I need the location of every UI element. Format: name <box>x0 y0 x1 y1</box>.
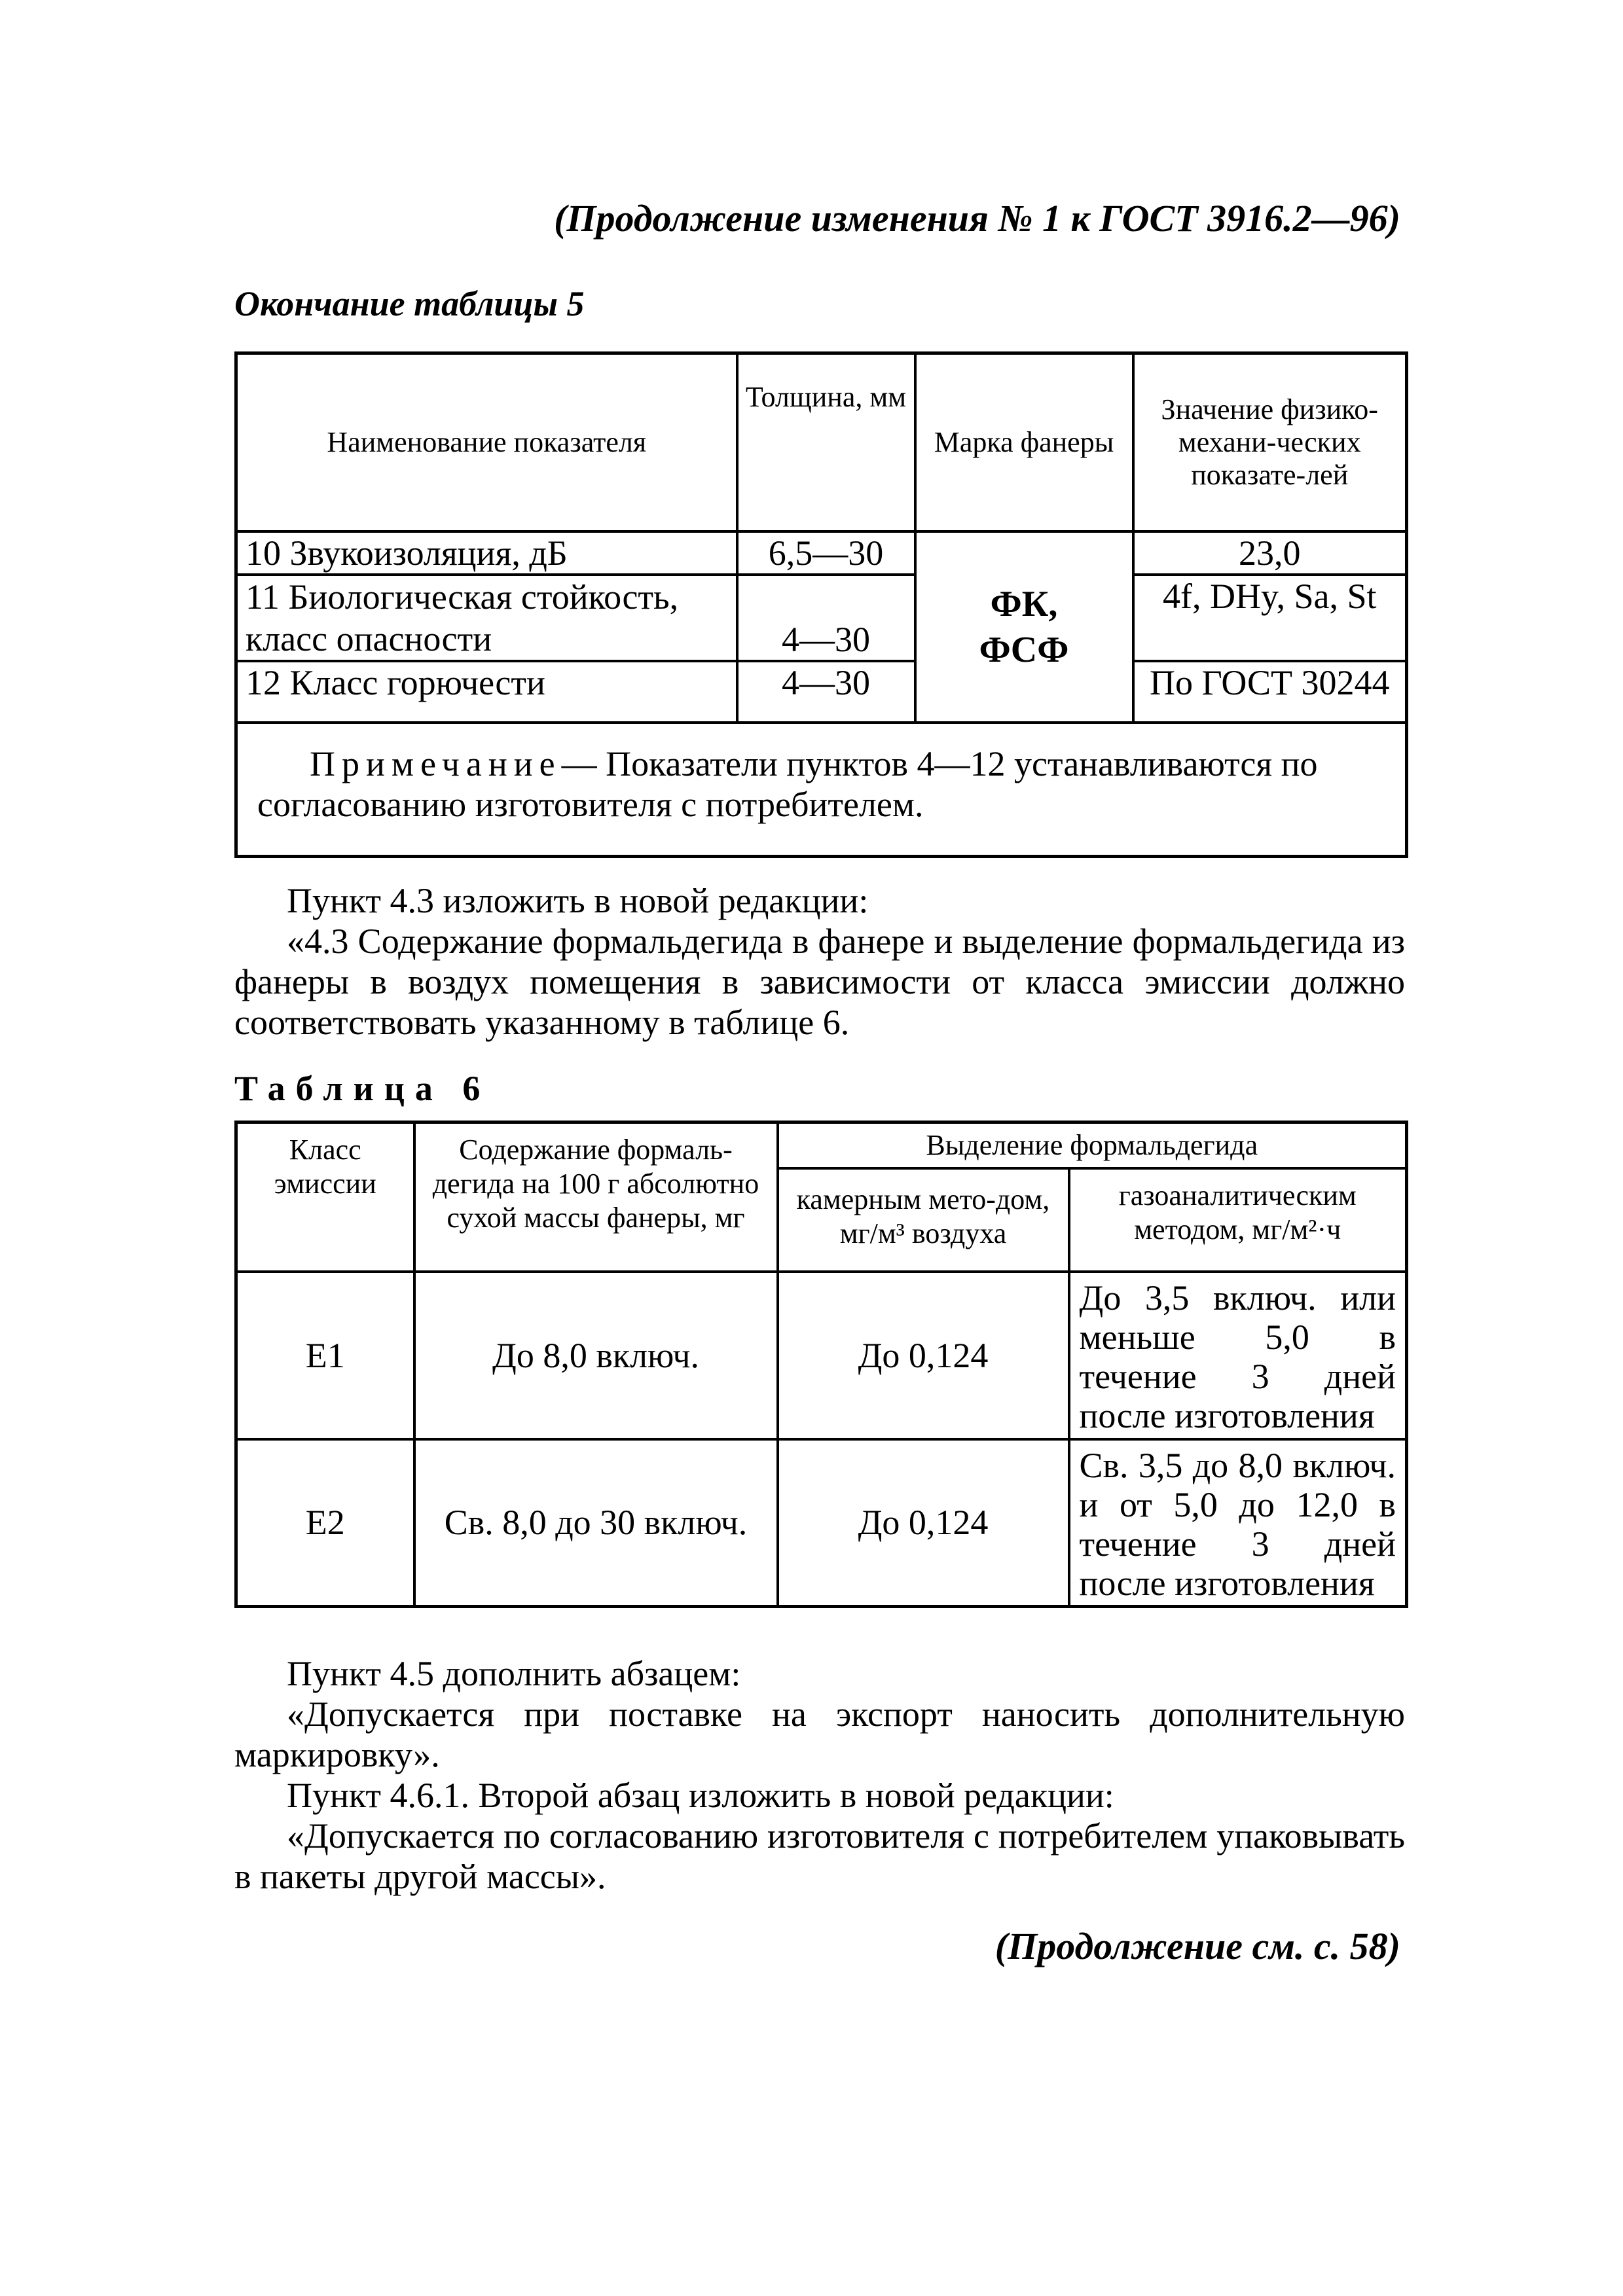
t6-row-e2-gas: Св. 3,5 до 8,0 включ. и от 5,0 до 12,0 в течение 3 дней после изготовления <box>1069 1439 1407 1607</box>
t6-header-release: Выделение формальдегида <box>778 1122 1407 1168</box>
t5-note-text: — Показатели пунктов 4—12 устанавливаются по согласованию изготовителя с потребителем. <box>257 744 1318 824</box>
t6-row-e1-chamber: До 0,124 <box>778 1272 1069 1439</box>
t5-row11-name-b: класс опасности <box>236 618 737 661</box>
para-4-6-1-intro: Пункт 4.6.1. Второй абзац изложить в новой редакции: <box>287 1776 1114 1815</box>
t5-row11-name-a: 11 Биологическая стойкость, <box>236 575 737 618</box>
t5-note-label: Примечание <box>310 744 562 783</box>
t6-header-gas: газоаналитическим методом, мг/м²·ч <box>1069 1168 1407 1272</box>
t5-header-thickness: Толщина, мм <box>737 353 915 532</box>
table6 <box>234 1121 1408 1608</box>
table6-caption: Таблица 6 <box>234 1069 491 1108</box>
para-4-5-text: «Допускается при поставке на экспорт наносить дополнительную маркировку». <box>234 1695 1405 1774</box>
table5-caption: Окончание таблицы 5 <box>234 284 585 323</box>
page-footer: (Продолжение см. с. 58) <box>994 1925 1400 1967</box>
t5-grade: ФК, ФСФ <box>915 531 1133 723</box>
t6-row-e1-content: До 8,0 включ. <box>414 1272 778 1439</box>
t6-header-class: Класс эмиссии <box>236 1122 414 1272</box>
para-4-6-1-text: «Допускается по согласованию изготовителя с потребителем упаковывать в пакеты другой массы». <box>234 1816 1405 1896</box>
t6-header-chamber: камерным мето-дом, мг/м³ воздуха <box>778 1168 1069 1272</box>
t5-row12-thickness: 4—30 <box>737 661 915 723</box>
para-4-5-intro: Пункт 4.5 дополнить абзацем: <box>287 1654 741 1693</box>
t5-row12-name: 12 Класс горючести <box>236 661 737 723</box>
t5-header-grade: Марка фанеры <box>915 353 1133 532</box>
table5 <box>234 351 1408 858</box>
t6-row-e1-gas: До 3,5 включ. или меньше 5,0 в течение 3 дней после изготовления <box>1069 1272 1407 1439</box>
t6-row-e2-chamber: До 0,124 <box>778 1439 1069 1607</box>
t5-row11-thickness: 4—30 <box>737 575 915 661</box>
t6-header-content: Содержание формаль-дегида на 100 г абсолютно сухой массы фанеры, мг <box>414 1122 778 1272</box>
t5-row10-thickness: 6,5—30 <box>737 531 915 575</box>
t5-note <box>236 723 1407 857</box>
t5-row11-value: 4f, DHy, Sa, St <box>1162 577 1377 616</box>
t6-row-e2-class: Е2 <box>236 1439 414 1607</box>
t6-row-e1-class: Е1 <box>236 1272 414 1439</box>
t5-row10-name: 10 Звукоизоляция, дБ <box>236 531 737 575</box>
t6-row-e2-content: Св. 8,0 до 30 включ. <box>414 1439 778 1607</box>
para-4-3-text: «4.3 Содержание формальдегида в фанере и выделение формальдегида из фанеры в воздух помещения в зависимости от класса эмиссии должно соответствовать указанному в таблице 6. <box>234 922 1405 1042</box>
t5-row10-value: 23,0 <box>1133 531 1407 575</box>
para-4-3-intro: Пункт 4.3 изложить в новой редакции: <box>287 881 869 920</box>
t5-header-value: Значение физико-механи-ческих показате-лей <box>1133 353 1407 532</box>
t5-header-name: Наименование показателя <box>236 353 737 532</box>
t5-row12-value: По ГОСТ 30244 <box>1133 661 1407 723</box>
page-header: (Продолжение изменения № 1 к ГОСТ 3916.2—96) <box>554 197 1400 240</box>
